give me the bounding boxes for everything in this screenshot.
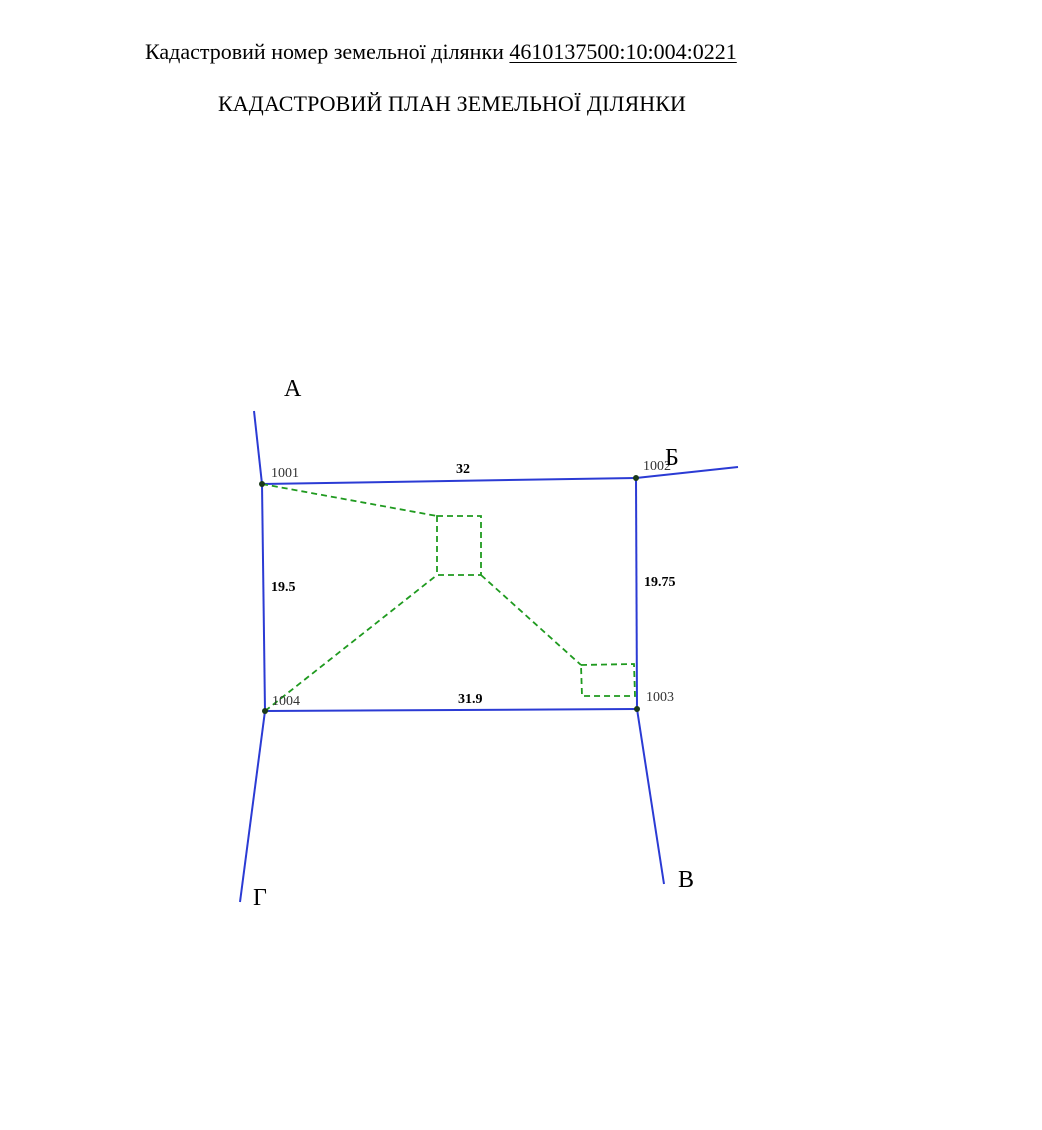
- boundary-points: [259, 475, 640, 714]
- length-label-top: 32: [456, 462, 470, 477]
- plan-title: КАДАСТРОВИЙ ПЛАН ЗЕМЕЛЬНОЇ ДІЛЯНКИ: [218, 91, 686, 116]
- building-outlines: [262, 484, 635, 711]
- neighbor-line-a: [254, 411, 262, 484]
- point-marker-1004: [262, 708, 268, 714]
- boundary-1001-1002: [262, 478, 636, 484]
- point-marker-1003: [634, 706, 640, 712]
- building-square: [437, 516, 481, 575]
- point-marker-1002: [633, 475, 639, 481]
- neighbor-label-g: Г: [253, 885, 267, 911]
- neighbor-label-v: В: [678, 867, 695, 893]
- point-label-1004: 1004: [272, 694, 300, 709]
- boundary-1004-1001: [262, 484, 265, 711]
- point-label-1001: 1001: [271, 466, 299, 481]
- point-label-1003: 1003: [646, 690, 674, 705]
- boundary-1002-1003: [636, 478, 637, 709]
- length-label-bottom: 31.9: [458, 692, 483, 707]
- neighbor-label-b: Б: [665, 445, 679, 471]
- cadastral-number-value: 4610137500:10:004:0221: [509, 39, 737, 64]
- parcel-boundary: [262, 478, 637, 711]
- boundary-1003-1004: [265, 709, 637, 711]
- dashed-line-1001-building: [262, 484, 437, 516]
- neighbor-label-a: А: [284, 376, 302, 402]
- annex-rectangle: [581, 664, 635, 696]
- point-marker-1001: [259, 481, 265, 487]
- length-label-left: 19.5: [271, 580, 296, 595]
- cadastral-number-label: Кадастровий номер земельної ділянки: [145, 39, 504, 64]
- neighbor-line-v: [637, 709, 664, 884]
- neighbor-line-g: [240, 711, 265, 902]
- neighbor-boundary-lines: [240, 411, 738, 902]
- point-label-1002: 1002: [643, 459, 671, 474]
- length-label-right: 19.75: [644, 575, 676, 590]
- dashed-line-building-annex: [481, 575, 581, 665]
- dashed-line-1004-building: [265, 575, 437, 711]
